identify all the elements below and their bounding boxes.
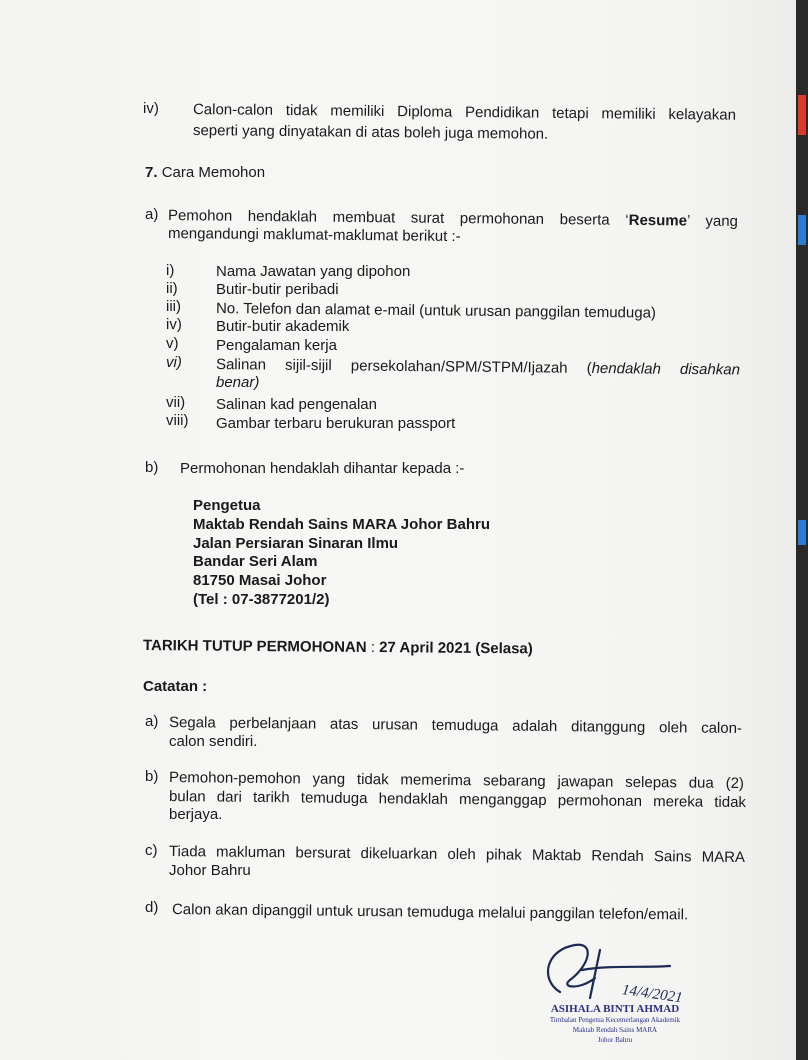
notes-title: Catatan : — [143, 678, 208, 695]
note-line: Tiada makluman bersurat dikeluarkan oleh pihak Maktab Rendah Sains MARA — [168, 843, 746, 867]
item-numeral: iv) — [143, 100, 159, 117]
note-letter: b) — [145, 768, 159, 785]
stamp-org: Maktab Rendah Sains MARA — [572, 1026, 658, 1034]
paragraph-letter: b) — [145, 459, 159, 476]
section-title: Cara Memohon — [161, 164, 266, 181]
address-line: 81750 Masai Johor — [193, 572, 327, 589]
section-heading — [145, 164, 265, 181]
list-numeral: iii) — [166, 298, 181, 315]
list-numeral: viii) — [166, 412, 189, 429]
stamp-place: Johor Bahru — [597, 1036, 633, 1044]
list-numeral: v) — [166, 335, 179, 352]
note-line: Segala perbelanjaan atas urusan temuduga adalah ditanggung oleh calon- — [168, 714, 743, 737]
stamp-title: Timbalan Pengetua Kecemerlangan Akademik — [549, 1016, 681, 1024]
note-line: Johor Bahru — [169, 862, 251, 879]
address-line: (Tel : 07-3877201/2) — [193, 591, 330, 608]
bold-term: Resume — [628, 211, 688, 230]
separator: : — [370, 638, 376, 657]
list-numeral: vii) — [166, 394, 186, 411]
section-number: 7. — [145, 164, 158, 181]
edge-color-mark — [798, 215, 806, 245]
note-letter: a) — [145, 713, 159, 730]
note-line: calon sendiri. — [169, 733, 258, 750]
list-item: Nama Jawatan yang dipohon — [216, 263, 411, 280]
list-numeral: ii) — [166, 280, 178, 297]
closing-date-value: 27 April 2021 (Selasa) — [379, 639, 533, 658]
list-item: Gambar terbaru berukuran passport — [216, 415, 456, 432]
note-line: berjaya. — [169, 806, 223, 823]
list-item: Butir-butir akademik — [216, 318, 350, 335]
note-line: Calon akan dipanggil untuk urusan temuduga melalui panggilan telefon/email. — [171, 901, 689, 924]
list-numeral: i) — [166, 262, 175, 279]
text-segment: ’ yang — [686, 212, 739, 230]
text-segment: Pemohon hendaklah membuat surat permohonan beserta ‘ — [167, 207, 629, 229]
list-numeral: iv) — [166, 316, 182, 333]
list-numeral: vi) — [166, 354, 182, 371]
text-segment: Salinan sijil-sijil persekolahan/SPM/STPM/Ijazah ( — [215, 356, 592, 377]
paragraph-line: Permohonan hendaklah dihantar kepada :- — [180, 460, 465, 477]
address-line: Maktab Rendah Sains MARA Johor Bahru — [193, 516, 490, 533]
note-letter: c) — [145, 842, 158, 859]
closing-date — [143, 637, 533, 657]
edge-color-mark — [798, 520, 806, 545]
list-item-continuation: benar) — [216, 374, 260, 391]
address-line: Bandar Seri Alam — [193, 553, 318, 570]
signature-scribble — [520, 940, 720, 1000]
italic-segment: hendaklah disahkan — [591, 359, 741, 379]
note-letter: d) — [145, 899, 159, 916]
paragraph-letter: a) — [145, 206, 159, 223]
note-line: Pemohon-pemohon yang tidak memerima sebarang jawapan selepas dua (2) — [168, 769, 745, 793]
stamp-name: ASIHALA BINTI AHMAD — [550, 1003, 680, 1015]
paragraph-line: mengandungi maklumat-maklumat berikut :- — [167, 225, 461, 246]
note-line: bulan dari tarikh temuduga hendaklah menganggap permohonan mereka tidak — [168, 788, 747, 812]
address-line: Jalan Persiaran Sinaran Ilmu — [193, 535, 399, 552]
item-iv-line: seperti yang dinyatakan di atas boleh juga memohon. — [192, 122, 549, 143]
edge-color-mark — [798, 95, 806, 135]
list-item: Salinan kad pengenalan — [216, 396, 377, 413]
address-line: Pengetua — [193, 497, 261, 514]
list-item: Butir-butir peribadi — [216, 281, 339, 298]
list-item: Pengalaman kerja — [216, 337, 337, 354]
signature-date: 14/4/2021 — [620, 982, 684, 1007]
list-item: No. Telefon dan alamat e-mail (untuk urusan panggilan temuduga) — [215, 300, 657, 322]
item-iv-line: Calon-calon tidak memiliki Diploma Pendidikan tetapi memiliki kelayakan — [192, 101, 737, 124]
closing-date-label: TARIKH TUTUP PERMOHONAN — [142, 637, 367, 656]
